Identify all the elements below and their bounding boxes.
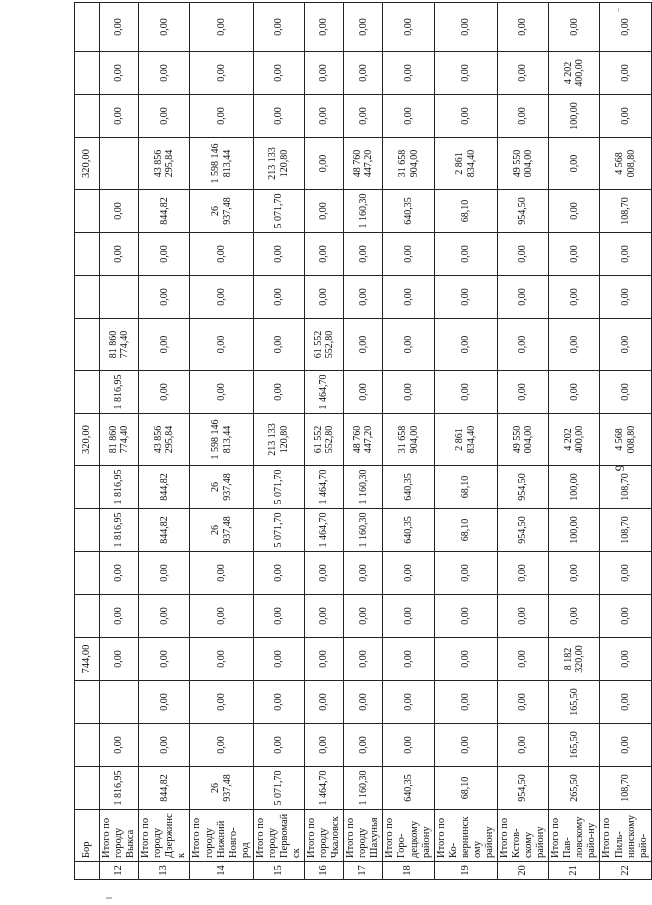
value-cell: 61 552 552,80	[305, 319, 344, 371]
value-cell: 0,00	[305, 190, 344, 233]
value-cell: 1 464,70	[305, 767, 344, 810]
value-cell: 0,00	[190, 595, 253, 638]
value-cell: 1 816,95	[100, 509, 139, 552]
value-cell: 5 071,70	[253, 466, 304, 509]
value-cell: 0,00	[497, 3, 548, 52]
value-cell: 0,00	[305, 638, 344, 681]
value-cell: 1 160,30	[344, 509, 383, 552]
value-cell: 43 856 295,84	[139, 414, 190, 466]
value-cell: 61 552 552,80	[305, 414, 344, 466]
header-cell-744: 744,00	[75, 638, 100, 681]
header-cell	[75, 724, 100, 767]
value-cell: 0,00	[434, 724, 497, 767]
value-cell: 4 202 400,00	[549, 52, 600, 95]
value-cell: 0,00	[434, 681, 497, 724]
value-cell: 1 816,95	[100, 371, 139, 414]
value-cell: 0,00	[497, 276, 548, 319]
value-cell: 0,00	[190, 276, 253, 319]
value-cell: 0,00	[190, 371, 253, 414]
value-cell: 0,00	[139, 3, 190, 52]
header-name-cell: Бор	[75, 810, 100, 862]
value-cell: 26 937,48	[190, 509, 253, 552]
value-cell: 0,00	[305, 233, 344, 276]
header-cell	[75, 233, 100, 276]
value-cell: 0,00	[600, 95, 651, 138]
row-name-cell: Итого по Ко-вернинскому району	[434, 810, 497, 862]
value-cell: 26 937,48	[190, 466, 253, 509]
header-cell	[75, 509, 100, 552]
value-cell: 100,00	[549, 95, 600, 138]
value-cell: 0,00	[344, 3, 383, 52]
value-cell: 2 861 834,40	[434, 138, 497, 190]
value-cell: 1 464,70	[305, 371, 344, 414]
value-cell: 0,00	[100, 595, 139, 638]
row-name-cell: Итого по городу Первомайск	[253, 810, 304, 862]
value-cell: 68,10	[434, 767, 497, 810]
value-cell: 0,00	[344, 371, 383, 414]
value-cell: 4 202 400,00	[549, 414, 600, 466]
value-cell: 0,00	[434, 276, 497, 319]
header-cell	[75, 95, 100, 138]
table-row	[434, 3, 497, 880]
value-cell: 0,00	[434, 95, 497, 138]
value-cell: 0,00	[497, 233, 548, 276]
row-name-cell: Итого по городу Шахунья	[344, 810, 383, 862]
header-cell	[75, 190, 100, 233]
value-cell: 0,00	[549, 319, 600, 371]
value-cell: 43 856 295,84	[139, 138, 190, 190]
value-cell: 48 760 447,20	[344, 414, 383, 466]
row-name-cell: Итого по Пиль-нинскому райо-	[600, 810, 651, 862]
header-cell	[75, 371, 100, 414]
value-cell: 31 658 904,00	[383, 138, 434, 190]
value-cell: 0,00	[139, 638, 190, 681]
value-cell: 0,00	[497, 724, 548, 767]
value-cell: 0,00	[190, 95, 253, 138]
value-cell: 0,00	[497, 52, 548, 95]
value-cell: 0,00	[383, 276, 434, 319]
value-cell: 0,00	[100, 95, 139, 138]
row-number-cell: 21	[549, 862, 600, 880]
value-cell: 81 860 774,40	[100, 414, 139, 466]
value-cell: 0,00	[434, 3, 497, 52]
value-cell: 2 861 834,40	[434, 414, 497, 466]
value-cell: 1 464,70	[305, 509, 344, 552]
row-number-cell: 19	[434, 862, 497, 880]
value-cell: 8 182 320,00	[549, 638, 600, 681]
value-cell: 0,00	[383, 52, 434, 95]
value-cell: 844,82	[139, 190, 190, 233]
value-cell: 0,00	[344, 638, 383, 681]
value-cell: 0,00	[253, 52, 304, 95]
value-cell: 213 133 120,80	[253, 414, 304, 466]
value-cell: 1 160,30	[344, 767, 383, 810]
value-cell: 31 658 904,00	[383, 414, 434, 466]
row-number-cell: 17	[344, 862, 383, 880]
value-cell: 0,00	[549, 3, 600, 52]
value-cell: 100,00	[549, 466, 600, 509]
row-number-cell: 14	[190, 862, 253, 880]
row-name-cell: Итого по Горо-децкому району	[383, 810, 434, 862]
header-num-cell	[75, 862, 100, 880]
value-cell: 165,50	[549, 724, 600, 767]
value-cell: 0,00	[383, 233, 434, 276]
value-cell: 1 160,30	[344, 466, 383, 509]
value-cell: 0,00	[305, 681, 344, 724]
value-cell: 0,00	[253, 276, 304, 319]
value-cell: 0,00	[305, 595, 344, 638]
value-cell: 0,00	[253, 552, 304, 595]
value-cell: 0,00	[190, 319, 253, 371]
header-cell	[75, 552, 100, 595]
value-cell: 108,70	[600, 509, 651, 552]
header-cell	[75, 276, 100, 319]
value-cell: 0,00	[600, 595, 651, 638]
value-cell: 640,35	[383, 190, 434, 233]
value-cell	[100, 138, 139, 190]
value-cell: 0,00	[100, 3, 139, 52]
row-name-cell: Итого по городу Выкса	[100, 810, 139, 862]
value-cell: 0,00	[253, 95, 304, 138]
value-cell: 0,00	[497, 552, 548, 595]
value-cell: 1 598 146 813,44	[190, 414, 253, 466]
value-cell: 0,00	[253, 3, 304, 52]
value-cell: 0,00	[383, 371, 434, 414]
value-cell: 640,35	[383, 509, 434, 552]
page-number: 9	[612, 464, 627, 472]
row-number-cell: 12	[100, 862, 139, 880]
value-cell: 640,35	[383, 767, 434, 810]
row-number-cell: 13	[139, 862, 190, 880]
value-cell: 0,00	[190, 552, 253, 595]
header-cell	[75, 3, 100, 52]
table-row	[253, 3, 304, 880]
value-cell: 0,00	[600, 681, 651, 724]
value-cell: 0,00	[600, 276, 651, 319]
table-row	[100, 3, 139, 880]
value-cell: 0,00	[497, 371, 548, 414]
row-number-cell: 18	[383, 862, 434, 880]
header-cell	[75, 767, 100, 810]
value-cell: 0,00	[600, 638, 651, 681]
table-row	[305, 3, 344, 880]
value-cell: 0,00	[383, 724, 434, 767]
value-cell: 1 598 146 813,44	[190, 138, 253, 190]
value-cell: 0,00	[190, 3, 253, 52]
value-cell	[100, 276, 139, 319]
value-cell: 0,00	[139, 681, 190, 724]
value-cell: 0,00	[344, 724, 383, 767]
row-name-cell: Итого по городу Чкаловск	[305, 810, 344, 862]
row-number-cell: 15	[253, 862, 304, 880]
value-cell: 0,00	[305, 276, 344, 319]
value-cell: 165,50	[549, 681, 600, 724]
value-cell: 0,00	[139, 595, 190, 638]
value-cell: 0,00	[383, 95, 434, 138]
value-cell: 0,00	[305, 552, 344, 595]
header-cell	[75, 52, 100, 95]
table-row	[383, 3, 434, 880]
value-cell: 0,00	[344, 319, 383, 371]
value-cell: 0,00	[434, 638, 497, 681]
value-cell: 0,00	[600, 3, 651, 52]
value-cell: 49 550 004,00	[497, 414, 548, 466]
value-cell: 954,50	[497, 509, 548, 552]
value-cell: 49 550 004,00	[497, 138, 548, 190]
value-cell: 0,00	[383, 595, 434, 638]
value-cell: 1 816,95	[100, 767, 139, 810]
value-cell: 954,50	[497, 190, 548, 233]
value-cell: 0,00	[100, 190, 139, 233]
value-cell: 0,00	[383, 3, 434, 52]
value-cell: 0,00	[383, 638, 434, 681]
value-cell: 68,10	[434, 509, 497, 552]
value-cell: 0,00	[434, 595, 497, 638]
table-row	[497, 3, 548, 880]
value-cell: 0,00	[434, 233, 497, 276]
header-cell	[75, 466, 100, 509]
value-cell: 1 160,30	[344, 190, 383, 233]
value-cell: 0,00	[253, 681, 304, 724]
value-cell: 0,00	[344, 552, 383, 595]
value-cell: 0,00	[305, 3, 344, 52]
table-row	[190, 3, 253, 880]
value-cell: 0,00	[549, 190, 600, 233]
value-cell: 0,00	[344, 681, 383, 724]
row-name-cell: Итого по городу Дзержинск	[139, 810, 190, 862]
value-cell: 0,00	[383, 681, 434, 724]
value-cell: 0,00	[344, 52, 383, 95]
value-cell: 26 937,48	[190, 767, 253, 810]
table-row	[344, 3, 383, 880]
row-name-cell: Итого по городу Нижний Новго-род	[190, 810, 253, 862]
value-cell: 0,00	[383, 319, 434, 371]
value-cell: 0,00	[190, 681, 253, 724]
value-cell: 0,00	[600, 552, 651, 595]
value-cell: 0,00	[100, 552, 139, 595]
value-cell: 0,00	[434, 552, 497, 595]
value-cell: 5 071,70	[253, 509, 304, 552]
table-row	[600, 3, 651, 880]
value-cell: 0,00	[100, 724, 139, 767]
value-cell: 108,70	[600, 466, 651, 509]
scan-mark	[106, 897, 112, 899]
value-cell: 0,00	[383, 552, 434, 595]
value-cell: 0,00	[549, 595, 600, 638]
value-cell: 0,00	[600, 371, 651, 414]
value-cell: 0,00	[434, 52, 497, 95]
value-cell: 0,00	[549, 276, 600, 319]
value-cell: 0,00	[344, 233, 383, 276]
value-cell: 0,00	[600, 319, 651, 371]
value-cell: 0,00	[497, 319, 548, 371]
value-cell: 0,00	[253, 233, 304, 276]
value-cell: 0,00	[190, 52, 253, 95]
value-cell: 1 464,70	[305, 466, 344, 509]
value-cell: 0,00	[139, 95, 190, 138]
value-cell: 108,70	[600, 190, 651, 233]
value-cell: 108,70	[600, 767, 651, 810]
value-cell: 213 133 120,80	[253, 138, 304, 190]
value-cell: 0,00	[139, 233, 190, 276]
value-cell: 0,00	[139, 52, 190, 95]
value-cell: 0,00	[139, 276, 190, 319]
value-cell: 0,00	[253, 371, 304, 414]
value-cell: 4 568 008,80	[600, 414, 651, 466]
value-cell: 0,00	[600, 233, 651, 276]
value-cell: 0,00	[253, 595, 304, 638]
table-row	[549, 3, 600, 880]
value-cell: 265,50	[549, 767, 600, 810]
header-row	[75, 3, 100, 880]
row-number-cell: 16	[305, 862, 344, 880]
value-cell: 0,00	[100, 52, 139, 95]
value-cell: 0,00	[100, 233, 139, 276]
row-number-cell: 20	[497, 862, 548, 880]
row-number-cell: 22	[600, 862, 651, 880]
value-cell: 0,00	[139, 724, 190, 767]
row-name-cell: Итого по Кстов-скому району	[497, 810, 548, 862]
value-cell: 954,50	[497, 466, 548, 509]
value-cell: 0,00	[497, 595, 548, 638]
value-cell: 0,00	[497, 638, 548, 681]
data-table	[74, 2, 652, 880]
value-cell: 0,00	[190, 233, 253, 276]
header-cell	[75, 319, 100, 371]
value-cell: 0,00	[305, 95, 344, 138]
value-cell: 0,00	[344, 95, 383, 138]
value-cell: 0,00	[305, 138, 344, 190]
value-cell: 5 071,70	[253, 190, 304, 233]
value-cell: 0,00	[139, 552, 190, 595]
value-cell: 0,00	[549, 371, 600, 414]
value-cell: 0,00	[549, 233, 600, 276]
value-cell: 0,00	[139, 319, 190, 371]
value-cell: 0,00	[139, 371, 190, 414]
value-cell: 0,00	[344, 276, 383, 319]
value-cell: 0,00	[253, 638, 304, 681]
value-cell: 48 760 447,20	[344, 138, 383, 190]
header-cell	[75, 681, 100, 724]
value-cell: 68,10	[434, 466, 497, 509]
value-cell: 0,00	[600, 52, 651, 95]
table-row	[139, 3, 190, 880]
value-cell: 844,82	[139, 509, 190, 552]
value-cell: 100,00	[549, 509, 600, 552]
value-cell: 0,00	[549, 552, 600, 595]
value-cell: 0,00	[253, 724, 304, 767]
value-cell: 640,35	[383, 466, 434, 509]
value-cell: 0,00	[549, 138, 600, 190]
rotated-table-container	[74, 18, 649, 880]
value-cell: 0,00	[190, 638, 253, 681]
value-cell: 4 568 008,80	[600, 138, 651, 190]
value-cell: 26 937,48	[190, 190, 253, 233]
value-cell: 0,00	[600, 724, 651, 767]
value-cell: 954,50	[497, 767, 548, 810]
header-cell	[75, 595, 100, 638]
value-cell: 5 071,70	[253, 767, 304, 810]
value-cell: 0,00	[497, 95, 548, 138]
value-cell: 0,00	[190, 724, 253, 767]
value-cell: 0,00	[305, 724, 344, 767]
header-cell-320b: 320,00	[75, 138, 100, 190]
value-cell: 0,00	[100, 638, 139, 681]
value-cell: 0,00	[497, 681, 548, 724]
value-cell: 68,10	[434, 190, 497, 233]
value-cell: 1 816,95	[100, 466, 139, 509]
value-cell: 0,00	[434, 371, 497, 414]
value-cell: 81 860 774,40	[100, 319, 139, 371]
value-cell: 0,00	[434, 319, 497, 371]
value-cell: 844,82	[139, 466, 190, 509]
header-cell-320: 320,00	[75, 414, 100, 466]
value-cell: 0,00	[305, 52, 344, 95]
row-name-cell: Итого по Пав-ловскому райо-ну	[549, 810, 600, 862]
value-cell	[100, 681, 139, 724]
value-cell: 0,00	[253, 319, 304, 371]
value-cell: 0,00	[344, 595, 383, 638]
value-cell: 844,82	[139, 767, 190, 810]
